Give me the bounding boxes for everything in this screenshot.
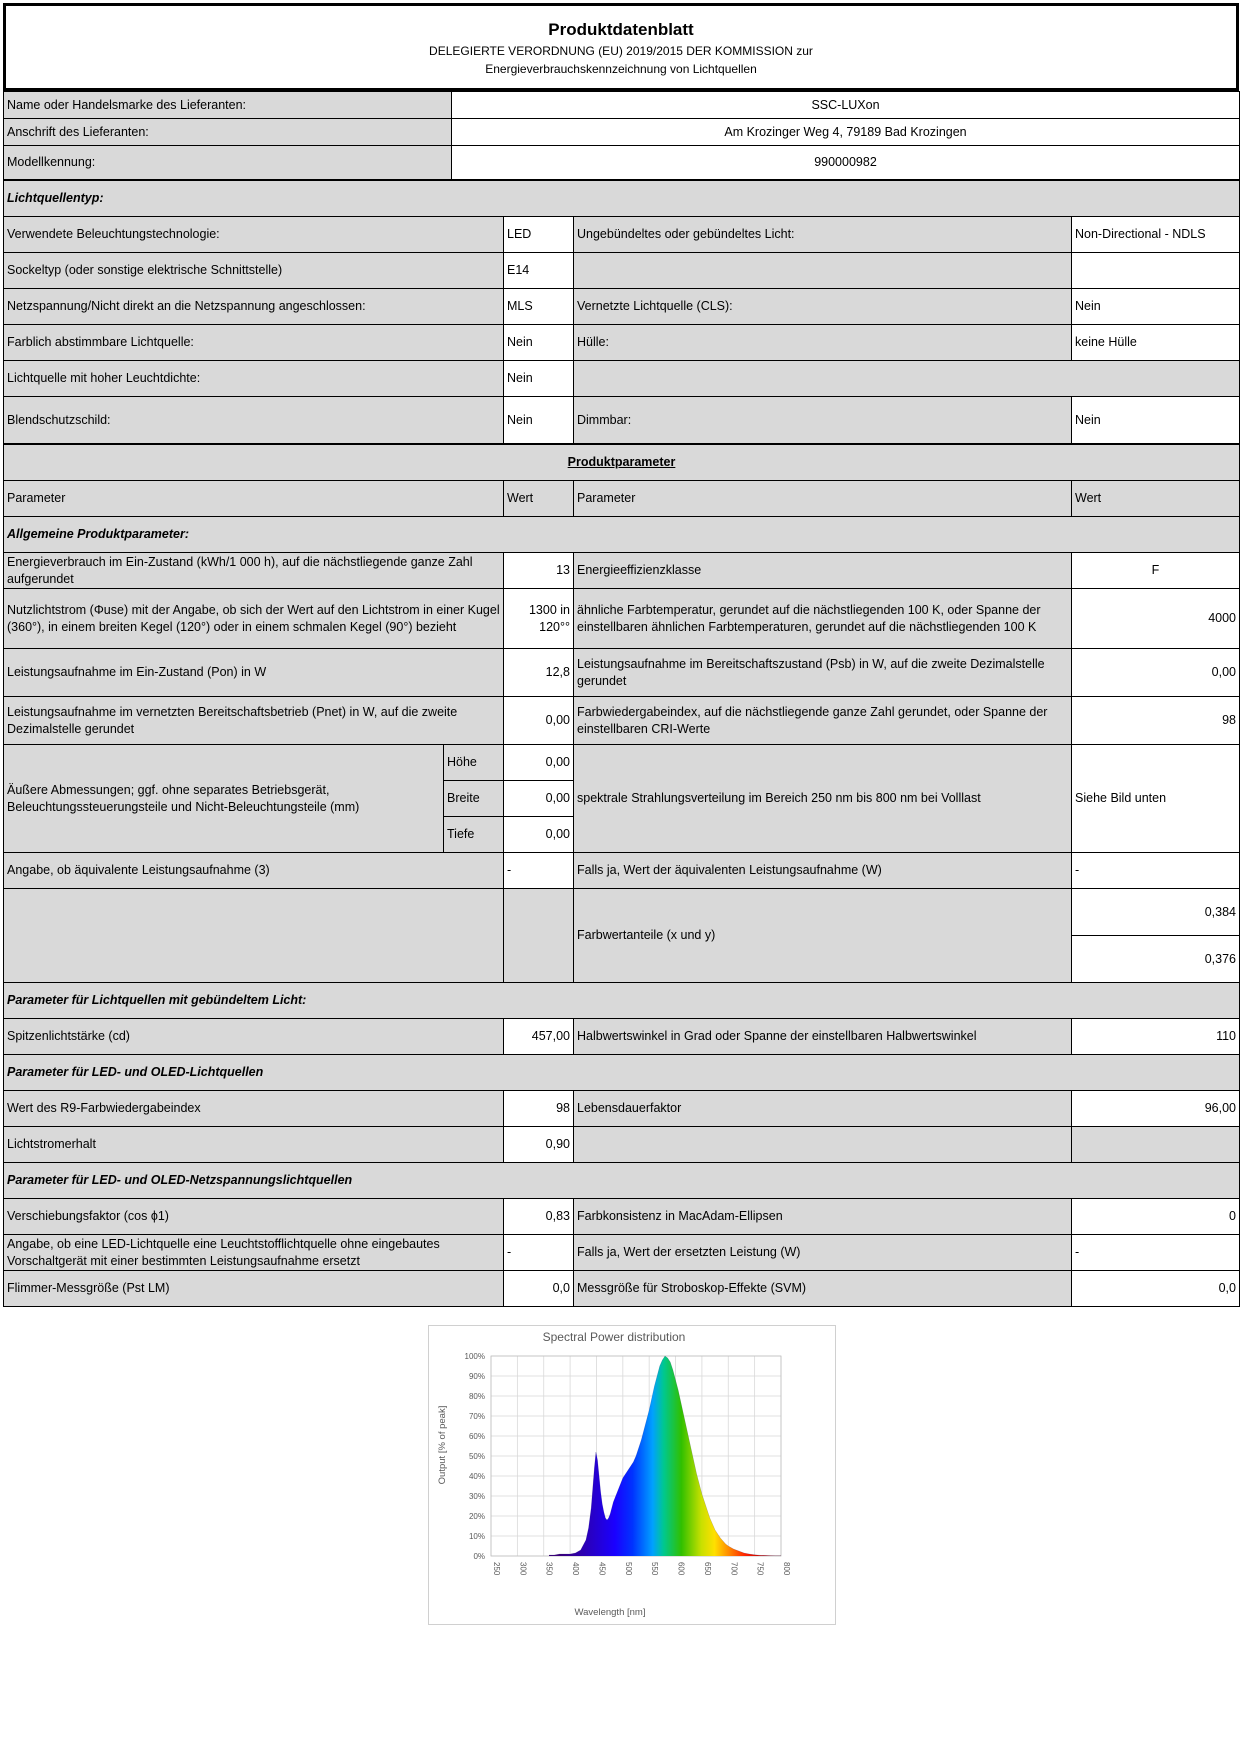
- cls-value: Nein: [1072, 289, 1240, 325]
- height-label: Höhe: [444, 745, 504, 781]
- spd-value: Siehe Bild unten: [1072, 745, 1240, 853]
- pon-value: 12,8: [504, 649, 574, 697]
- regulation-line: DELEGIERTE VERORDNUNG (EU) 2019/2015 DER KOMMISSION zur: [429, 44, 813, 58]
- x-tick-label: 500: [623, 1562, 633, 1576]
- datasheet-header: [3, 3, 1239, 91]
- empty-cell: [574, 253, 1072, 289]
- cosphi-value: 0,83: [504, 1199, 574, 1235]
- y-tick-label: 0%: [473, 1552, 485, 1561]
- supplier-address-value: Am Krozinger Weg 4, 79189 Bad Krozingen: [452, 119, 1240, 146]
- cct-value: 4000: [1072, 589, 1240, 649]
- technology-value: LED: [504, 217, 574, 253]
- socket-value: E14: [504, 253, 574, 289]
- flux-label: Nutzlichtstrom (Φuse) mit der Angabe, ob sich der Wert auf den Lichtstrom in einer Kugel (360°), in einem breiten Kegel (120°) oder in einem schmalen Kegel (90°) bezieht: [4, 589, 504, 649]
- spectral-chart-svg: [429, 1326, 835, 1624]
- directional-value: Non-Directional - NDLS: [1072, 217, 1240, 253]
- y-tick-labels: [465, 1352, 485, 1561]
- macadam-label: Farbkonsistenz in MacAdam-Ellipsen: [574, 1199, 1072, 1235]
- lumen-maintenance-label: Lichtstromerhalt: [4, 1127, 504, 1163]
- section-heading-mains-led: Parameter für LED- und OLED-Netzspannungslichtquellen: [4, 1163, 1240, 1199]
- width-value: 0,00: [504, 781, 574, 817]
- cosphi-label: Verschiebungsfaktor (cos ϕ1): [4, 1199, 504, 1235]
- supplier-address-label: Anschrift des Lieferanten:: [4, 119, 452, 146]
- lumen-maintenance-value: 0,90: [504, 1127, 574, 1163]
- column-header-parameter: Parameter: [4, 481, 504, 517]
- energy-label: Energieverbrauch im Ein-Zustand (kWh/1 000 h), auf die nächstliegende ganze Zahl aufgerundet: [4, 553, 504, 589]
- y-tick-label: 50%: [468, 1452, 485, 1461]
- model-value: 990000982: [452, 146, 1240, 180]
- empty-cell: [574, 1127, 1072, 1163]
- energy-value: 13: [504, 553, 574, 589]
- envelope-value: keine Hülle: [1072, 325, 1240, 361]
- x-tick-labels: [492, 1562, 791, 1576]
- supplier-name-value: SSC-LUXon: [452, 92, 1240, 119]
- supplier-table: [3, 91, 1240, 180]
- light-source-type-table: [3, 180, 1240, 444]
- cri-label: Farbwiedergabeindex, auf die nächstliegende ganze Zahl gerundet, oder Spanne der einstellbaren CRI-Werte: [574, 697, 1072, 745]
- flicker-label: Flimmer-Messgröße (Pst LM): [4, 1271, 504, 1307]
- spd-label: spektrale Strahlungsverteilung im Bereich 250 nm bis 800 nm bei Volllast: [574, 745, 1072, 853]
- mains-label: Netzspannung/Nicht direkt an die Netzspannung angeschlossen:: [4, 289, 504, 325]
- y-tick-label: 20%: [468, 1512, 485, 1521]
- pon-label: Leistungsaufnahme im Ein-Zustand (Pon) in W: [4, 649, 504, 697]
- empty-cell: [4, 889, 504, 983]
- section-heading-general: Allgemeine Produktparameter:: [4, 517, 1240, 553]
- flicker-value: 0,0: [504, 1271, 574, 1307]
- pnet-value: 0,00: [504, 697, 574, 745]
- product-parameters-table: [3, 444, 1240, 1307]
- svm-label: Messgröße für Stroboskop-Effekte (SVM): [574, 1271, 1072, 1307]
- psb-value: 0,00: [1072, 649, 1240, 697]
- dimmable-value: Nein: [1072, 397, 1240, 444]
- page-title: Produktdatenblatt: [548, 20, 694, 39]
- pnet-label: Leistungsaufnahme im vernetzten Bereitschaftsbetrieb (Pnet) in W, auf die zweite Dezimalstelle gerundet: [4, 697, 504, 745]
- cls-label: Vernetzte Lichtquelle (CLS):: [574, 289, 1072, 325]
- envelope-label: Hülle:: [574, 325, 1072, 361]
- empty-cell: [1072, 253, 1240, 289]
- y-tick-label: 70%: [468, 1412, 485, 1421]
- model-label: Modellkennung:: [4, 146, 452, 180]
- column-header-parameter-2: Parameter: [574, 481, 1072, 517]
- equivalent-power-label: Angabe, ob äquivalente Leistungsaufnahme (3): [4, 853, 504, 889]
- eff-class-value: F: [1072, 553, 1240, 589]
- supplier-name-label: Name oder Handelsmarke des Lieferanten:: [4, 92, 452, 119]
- y-axis-label: Output [% of peak]: [437, 1405, 448, 1485]
- width-label: Breite: [444, 781, 504, 817]
- fluorescent-replacement-value: -: [504, 1235, 574, 1271]
- x-tick-label: 450: [597, 1562, 607, 1576]
- x-tick-label: 600: [676, 1562, 686, 1576]
- survival-value: 96,00: [1072, 1091, 1240, 1127]
- colour-tunable-label: Farblich abstimmbare Lichtquelle:: [4, 325, 504, 361]
- x-tick-label: 650: [702, 1562, 712, 1576]
- equivalent-power-value: -: [504, 853, 574, 889]
- x-tick-label: 400: [571, 1562, 581, 1576]
- glare-label: Blendschutzschild:: [4, 397, 504, 444]
- equivalent-watt-value: -: [1072, 853, 1240, 889]
- depth-value: 0,00: [504, 817, 574, 853]
- fluorescent-replacement-label: Angabe, ob eine LED-Lichtquelle eine Leuchtstofflichtquelle ohne eingebautes Vorschaltgerät mit einer bestimmten Leistungsaufnahme ersetzt: [4, 1235, 504, 1271]
- glare-value: Nein: [504, 397, 574, 444]
- chart-title: Spectral Power distribution: [542, 1330, 686, 1344]
- svm-value: 0,0: [1072, 1271, 1240, 1307]
- cri-value: 98: [1072, 697, 1240, 745]
- high-luminance-label: Lichtquelle mit hoher Leuchtdichte:: [4, 361, 504, 397]
- high-luminance-value: Nein: [504, 361, 574, 397]
- replaced-watt-value: -: [1072, 1235, 1240, 1271]
- directional-label: Ungebündeltes oder gebündeltes Licht:: [574, 217, 1072, 253]
- flux-value: [504, 589, 574, 649]
- y-tick-label: 60%: [468, 1432, 485, 1441]
- y-tick-label: 90%: [468, 1372, 485, 1381]
- empty-cell: [574, 361, 1240, 397]
- y-tick-label: 40%: [468, 1472, 485, 1481]
- x-tick-label: 800: [782, 1562, 791, 1576]
- dimensions-label: Äußere Abmessungen; ggf. ohne separates Betriebsgerät, Beleuchtungssteuerungsteile und Nicht-Beleuchtungsteile (mm): [4, 745, 444, 853]
- macadam-value: 0: [1072, 1199, 1240, 1235]
- r9-value: 98: [504, 1091, 574, 1127]
- section-heading-produktparameter: Produktparameter: [4, 445, 1240, 481]
- replaced-watt-label: Falls ja, Wert der ersetzten Leistung (W): [574, 1235, 1072, 1271]
- regulation-subline: Energieverbrauchskennzeichnung von Lichtquellen: [485, 62, 757, 76]
- x-tick-label: 300: [518, 1562, 528, 1576]
- beam-angle-label: Halbwertswinkel in Grad oder Spanne der einstellbaren Halbwertswinkel: [574, 1019, 1072, 1055]
- dimmable-label: Dimmbar:: [574, 397, 1072, 444]
- height-value: 0,00: [504, 745, 574, 781]
- colour-tunable-value: Nein: [504, 325, 574, 361]
- column-header-value: Wert: [504, 481, 574, 517]
- datasheet: [3, 3, 1239, 1307]
- mains-value: MLS: [504, 289, 574, 325]
- column-header-value-2: Wert: [1072, 481, 1240, 517]
- socket-label: Sockeltyp (oder sonstige elektrische Schnittstelle): [4, 253, 504, 289]
- depth-label: Tiefe: [444, 817, 504, 853]
- flux-value-line1: 1300 in: [528, 603, 570, 618]
- x-axis-label: Wavelength [nm]: [574, 1607, 646, 1618]
- section-heading-directional: Parameter für Lichtquellen mit gebündeltem Licht:: [4, 983, 1240, 1019]
- section-heading-lichtquellentyp: Lichtquellentyp:: [4, 181, 1240, 217]
- chromaticity-x-value: 0,384: [1072, 889, 1240, 936]
- equivalent-watt-label: Falls ja, Wert der äquivalenten Leistungsaufnahme (W): [574, 853, 1072, 889]
- x-tick-label: 350: [544, 1562, 554, 1576]
- empty-cell: [1072, 1127, 1240, 1163]
- spectral-chart: [428, 1325, 836, 1625]
- beam-angle-value: 110: [1072, 1019, 1240, 1055]
- empty-cell: [504, 889, 574, 983]
- survival-label: Lebensdauerfaktor: [574, 1091, 1072, 1127]
- eff-class-label: Energieeffizienzklasse: [574, 553, 1072, 589]
- x-tick-label: 700: [729, 1562, 739, 1576]
- section-heading-led: Parameter für LED- und OLED-Lichtquellen: [4, 1055, 1240, 1091]
- cct-label: ähnliche Farbtemperatur, gerundet auf die nächstliegenden 100 K, oder Spanne der einstellbaren ähnlichen Farbtemperaturen, gerundet auf die nächstliegenden 100 K: [574, 589, 1072, 649]
- chromaticity-y-value: 0,376: [1072, 936, 1240, 983]
- flux-value-line2: 120°°: [539, 619, 570, 634]
- y-tick-label: 100%: [464, 1352, 485, 1361]
- x-tick-label: 550: [650, 1562, 660, 1576]
- chromaticity-label: Farbwertanteile (x und y): [574, 889, 1072, 983]
- y-tick-label: 10%: [468, 1532, 485, 1541]
- x-tick-label: 250: [492, 1562, 501, 1576]
- x-tick-label: 750: [755, 1562, 765, 1576]
- technology-label: Verwendete Beleuchtungstechnologie:: [4, 217, 504, 253]
- r9-label: Wert des R9-Farbwiedergabeindex: [4, 1091, 504, 1127]
- y-tick-label: 80%: [468, 1392, 485, 1401]
- psb-label: Leistungsaufnahme im Bereitschaftszustand (Psb) in W, auf die zweite Dezimalstelle gerundet: [574, 649, 1072, 697]
- peak-intensity-label: Spitzenlichtstärke (cd): [4, 1019, 504, 1055]
- peak-intensity-value: 457,00: [504, 1019, 574, 1055]
- y-tick-label: 30%: [468, 1492, 485, 1501]
